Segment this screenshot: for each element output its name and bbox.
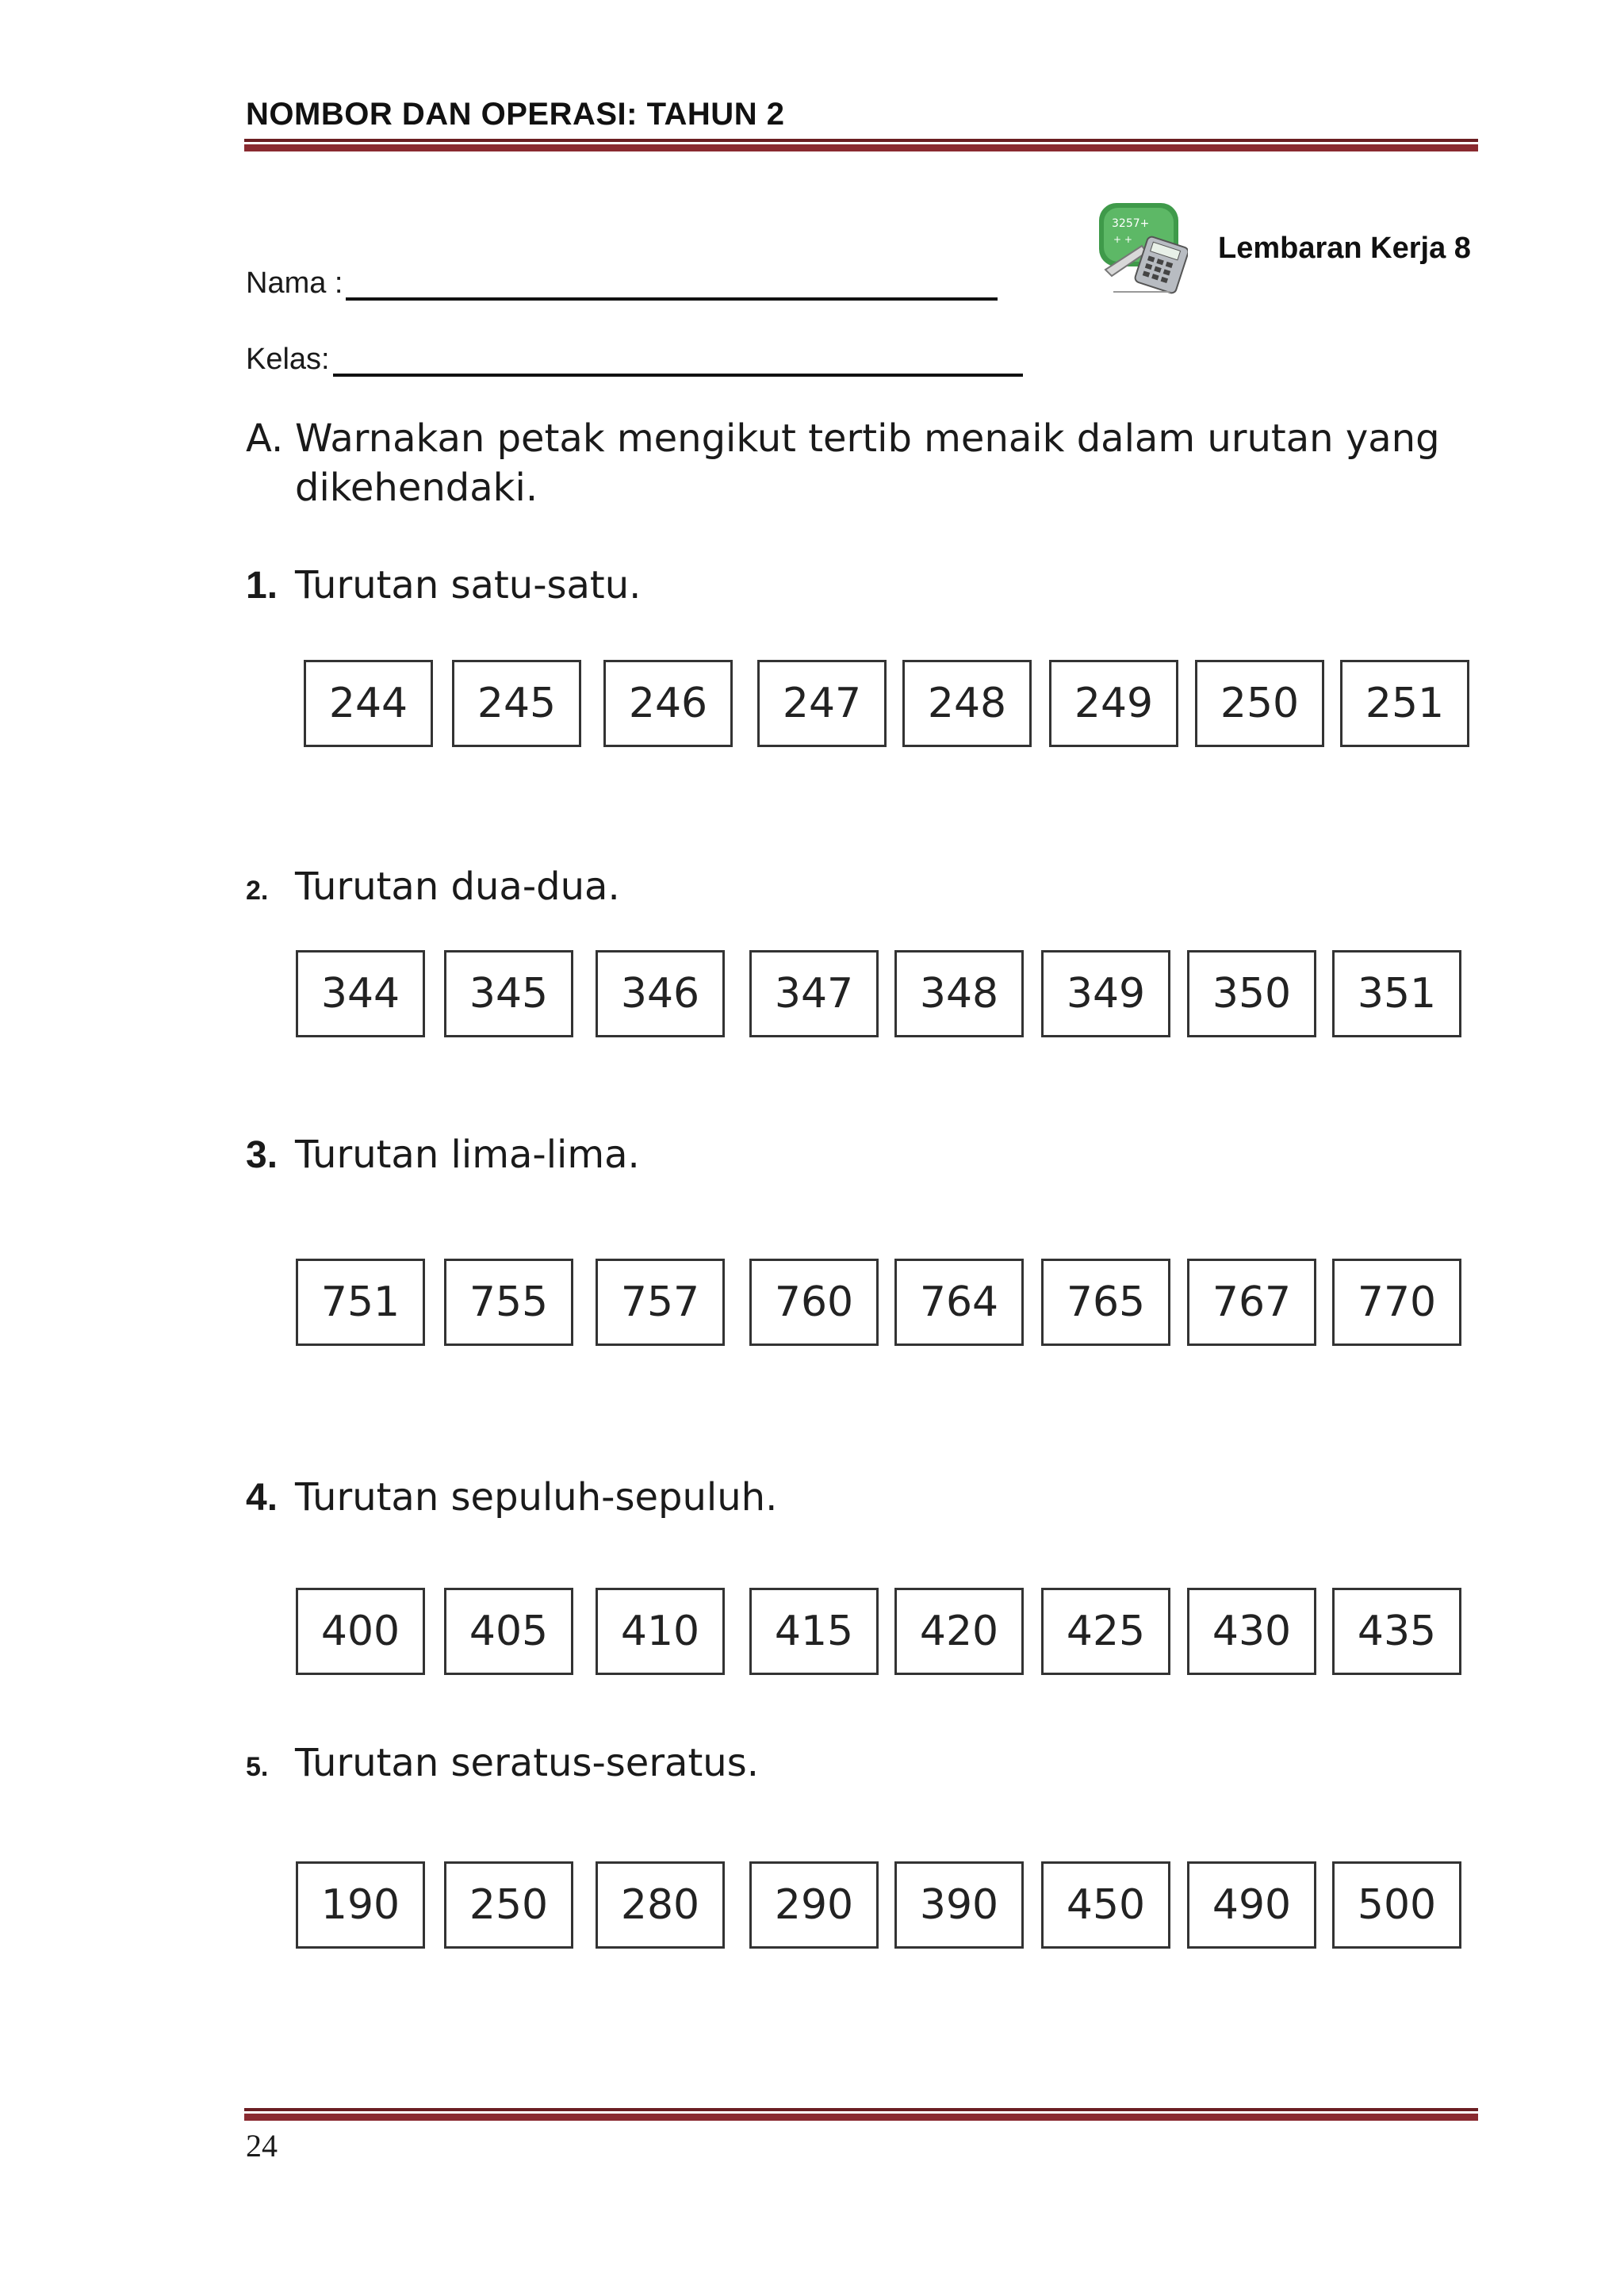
question-1-label xyxy=(246,563,641,608)
page-number: 24 xyxy=(246,2128,278,2164)
class-label: Kelas: xyxy=(246,343,330,376)
number-box[interactable]: 346 xyxy=(596,950,725,1037)
number-box[interactable]: 345 xyxy=(444,950,573,1037)
number-box[interactable]: 344 xyxy=(296,950,425,1037)
number-box[interactable]: 770 xyxy=(1332,1259,1461,1346)
worksheet-label: Lembaran Kerja 8 xyxy=(1218,232,1471,265)
number-box[interactable]: 250 xyxy=(1195,660,1324,747)
number-box[interactable]: 490 xyxy=(1187,1861,1316,1949)
number-box[interactable]: 405 xyxy=(444,1588,573,1675)
number-box[interactable]: 250 xyxy=(444,1861,573,1949)
header-divider xyxy=(244,139,1478,151)
number-box[interactable]: 415 xyxy=(749,1588,879,1675)
question-3-label xyxy=(246,1133,640,1177)
number-box[interactable]: 251 xyxy=(1340,660,1469,747)
number-box[interactable]: 760 xyxy=(749,1259,879,1346)
question-text: Turutan seratus-seratus. xyxy=(295,1741,759,1785)
page-header-title: NOMBOR DAN OPERASI: TAHUN 2 xyxy=(246,97,785,132)
instruction-text: Warnakan petak mengikut tertib menaik dalam urutan yang dikehendaki. xyxy=(295,416,1440,510)
number-box[interactable]: 410 xyxy=(596,1588,725,1675)
number-box[interactable]: 351 xyxy=(1332,950,1461,1037)
name-label: Nama : xyxy=(246,266,343,300)
number-box[interactable]: 435 xyxy=(1332,1588,1461,1675)
name-input-line[interactable] xyxy=(346,274,998,301)
class-input-line[interactable] xyxy=(333,350,1023,377)
number-box[interactable]: 764 xyxy=(894,1259,1024,1346)
question-2-label xyxy=(246,864,620,909)
calculator-board-logo xyxy=(1094,200,1188,297)
question-text: Turutan dua-dua. xyxy=(295,864,620,909)
name-field[interactable] xyxy=(246,266,998,301)
number-box[interactable]: 350 xyxy=(1187,950,1316,1037)
number-box[interactable]: 420 xyxy=(894,1588,1024,1675)
number-box[interactable]: 751 xyxy=(296,1259,425,1346)
question-number: 1. xyxy=(246,565,278,607)
question-number: 4. xyxy=(246,1477,278,1519)
number-box[interactable]: 425 xyxy=(1041,1588,1170,1675)
footer-divider xyxy=(244,2108,1478,2121)
section-instruction xyxy=(246,414,1467,512)
number-box[interactable]: 755 xyxy=(444,1259,573,1346)
svg-text:+ +: + + xyxy=(1113,234,1132,245)
number-box[interactable]: 290 xyxy=(749,1861,879,1949)
number-box[interactable]: 246 xyxy=(603,660,733,747)
number-box[interactable]: 248 xyxy=(902,660,1032,747)
question-text: Turutan sepuluh-sepuluh. xyxy=(295,1475,778,1520)
number-box[interactable]: 450 xyxy=(1041,1861,1170,1949)
class-field[interactable] xyxy=(246,343,1023,377)
question-text: Turutan lima-lima. xyxy=(295,1133,640,1177)
number-box[interactable]: 390 xyxy=(894,1861,1024,1949)
number-box[interactable]: 348 xyxy=(894,950,1024,1037)
number-box[interactable]: 765 xyxy=(1041,1259,1170,1346)
number-box[interactable]: 767 xyxy=(1187,1259,1316,1346)
number-box[interactable]: 500 xyxy=(1332,1861,1461,1949)
question-5-label xyxy=(246,1741,759,1785)
number-box[interactable]: 244 xyxy=(304,660,433,747)
number-box[interactable]: 190 xyxy=(296,1861,425,1949)
number-box[interactable]: 757 xyxy=(596,1259,725,1346)
logo-text: 3257+ xyxy=(1112,217,1150,230)
number-box[interactable]: 247 xyxy=(757,660,887,747)
number-box[interactable]: 245 xyxy=(452,660,581,747)
question-number: 2. xyxy=(246,876,269,906)
question-number: 5. xyxy=(246,1752,269,1782)
question-number: 3. xyxy=(246,1134,278,1176)
number-box[interactable]: 249 xyxy=(1049,660,1178,747)
number-box[interactable]: 400 xyxy=(296,1588,425,1675)
number-box[interactable]: 347 xyxy=(749,950,879,1037)
number-box[interactable]: 349 xyxy=(1041,950,1170,1037)
section-letter: A. xyxy=(246,416,284,461)
question-4-label xyxy=(246,1475,777,1520)
number-box[interactable]: 430 xyxy=(1187,1588,1316,1675)
number-box[interactable]: 280 xyxy=(596,1861,725,1949)
question-text: Turutan satu-satu. xyxy=(295,563,642,608)
